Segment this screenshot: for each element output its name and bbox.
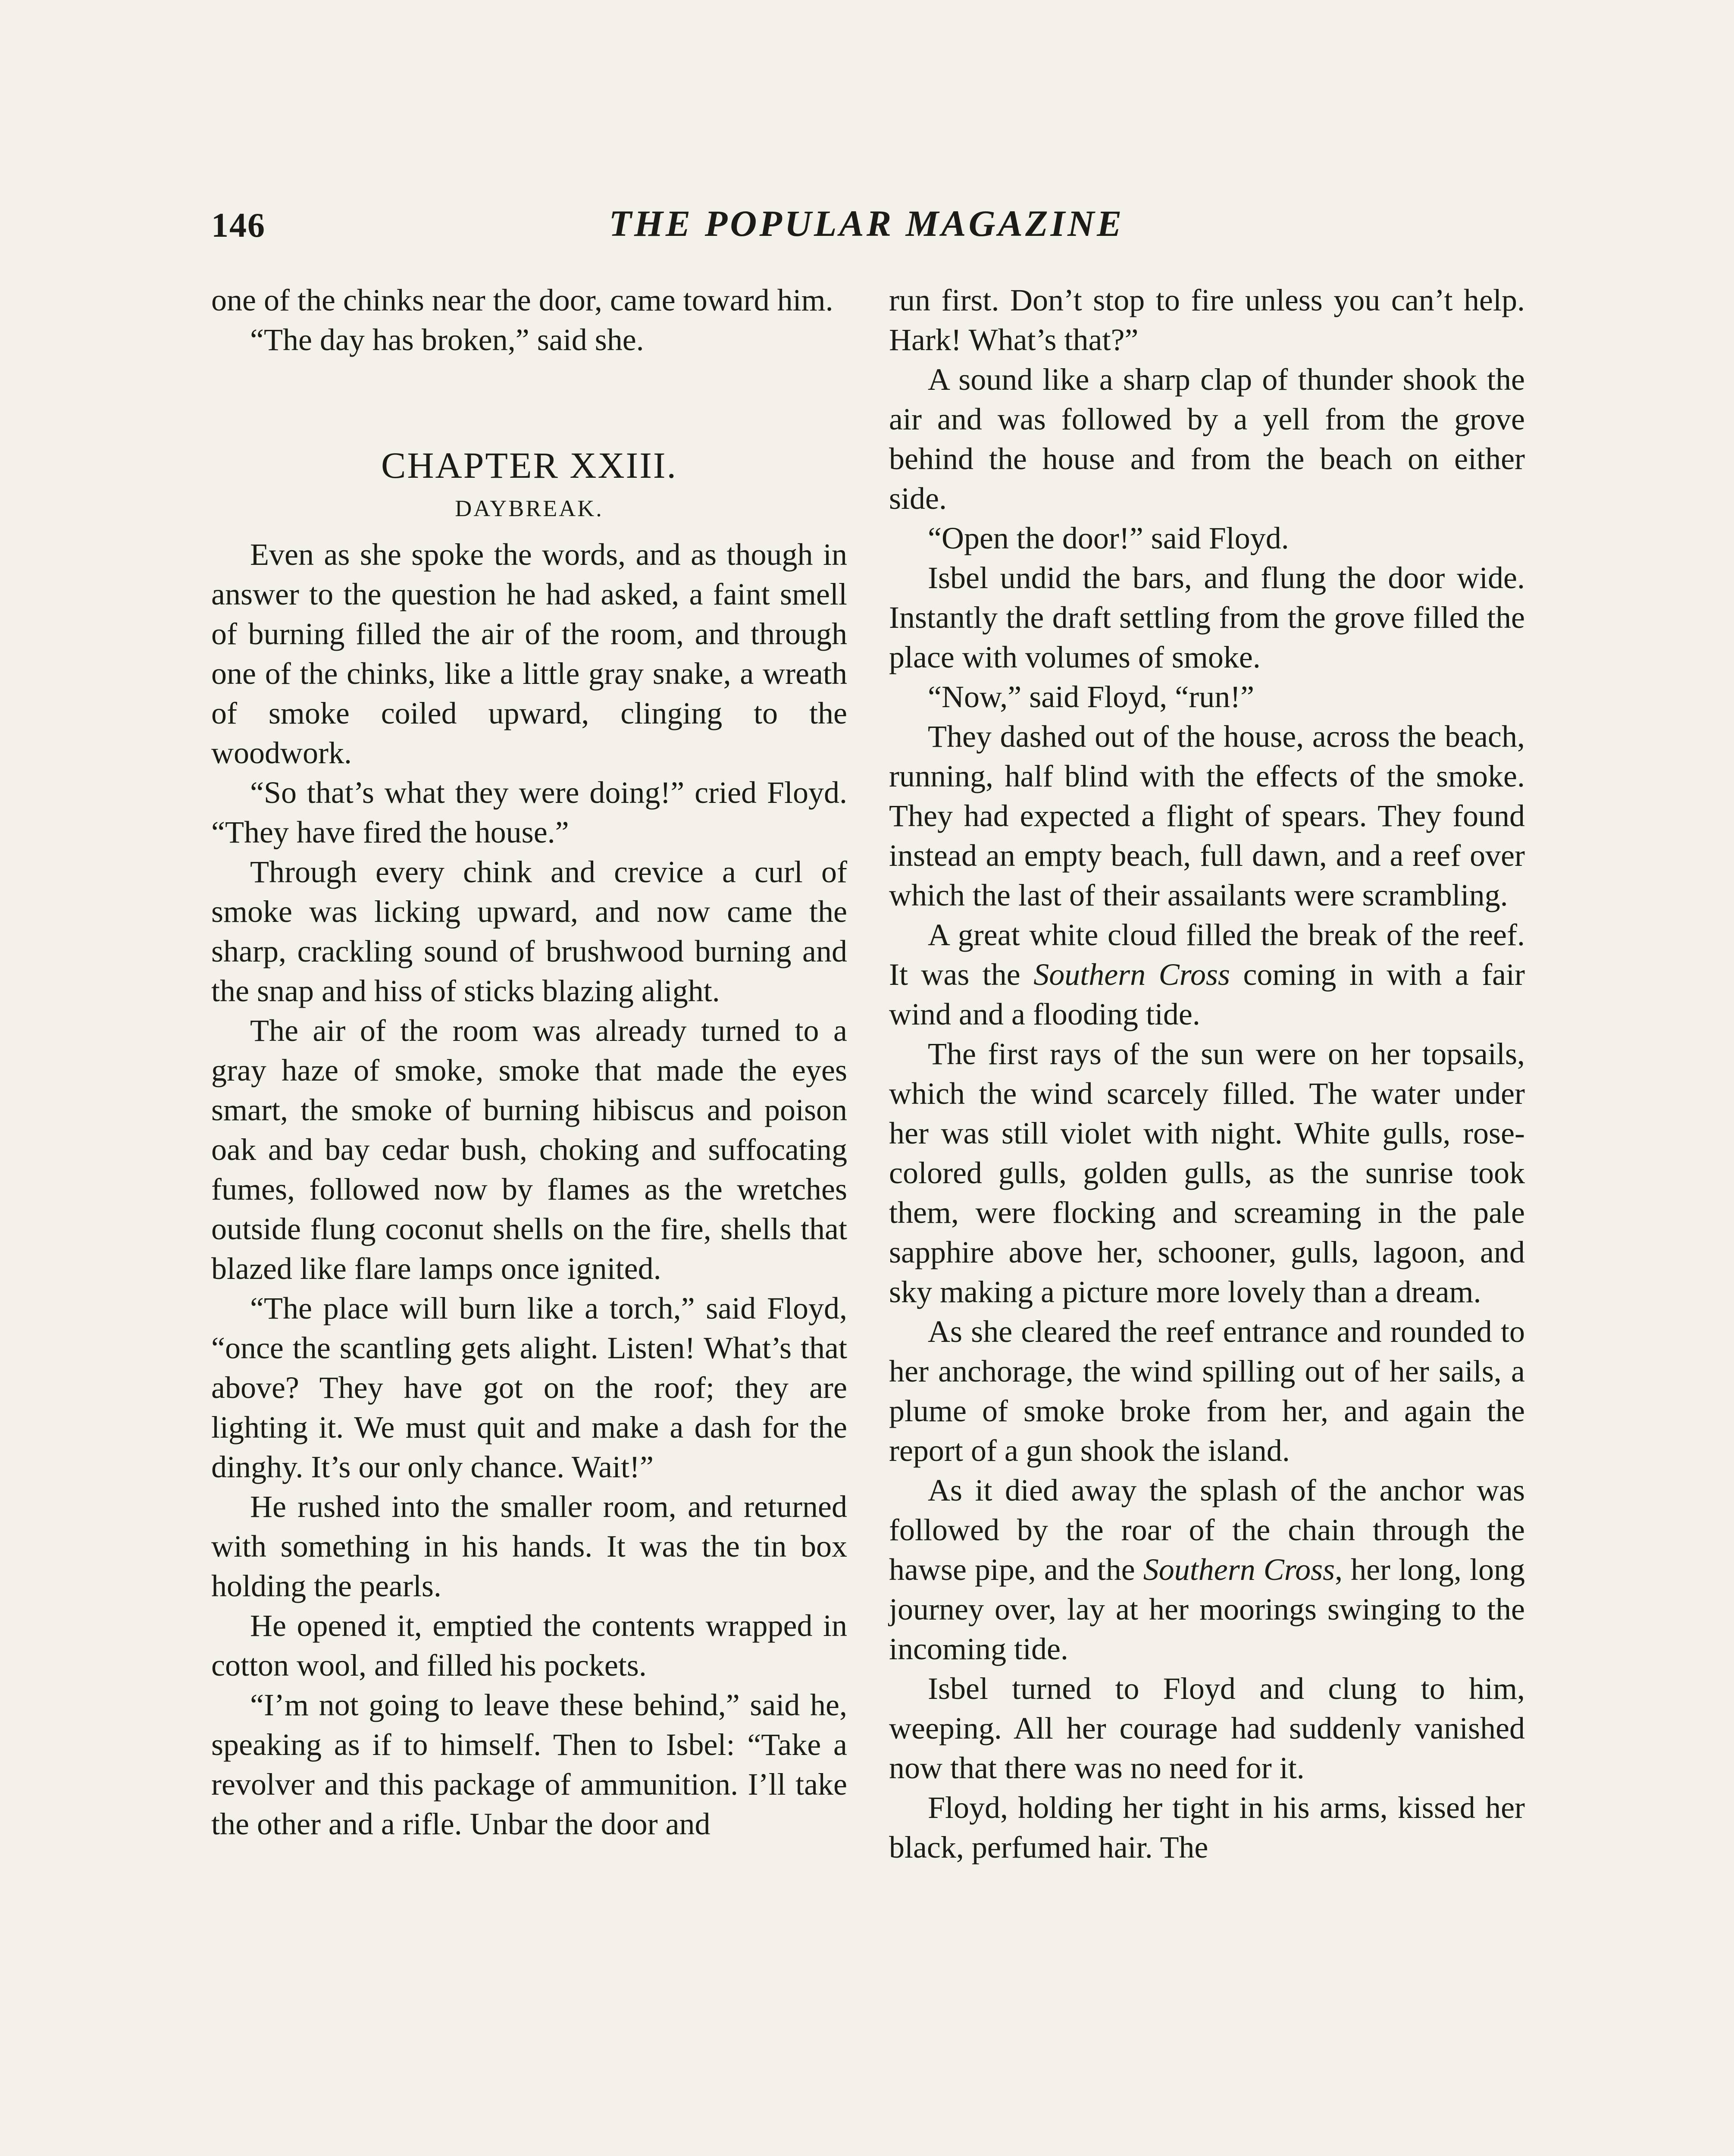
text-run: , her long, long journey over, lay at her moorings swinging to the incoming tide. — [889, 1552, 1525, 1666]
paragraph: “Now,” said Floyd, “run!” — [928, 680, 1255, 714]
text-run: coming in with a fair wind and a flooding tide. — [889, 957, 1525, 1031]
chapter-heading: CHAPTER XXIII. — [381, 445, 677, 486]
paragraph: The air of the room was already turned to a gray haze of smoke, smoke that made the eyes smart, the smoke of burning hibiscus and poison oak and bay cedar bush, choking and suffocating fumes, followed now by flames as the wretches outside flung coconut shells on the fire, shells that blazed like flare lamps once ignited. — [211, 1013, 847, 1286]
paragraph: Through every chink and crevice a curl of smoke was licking upward, and now came the sharp, crackling sound of brushwood burning and the snap and hiss of sticks blazing alight. — [211, 855, 847, 1008]
page-header — [211, 202, 1522, 258]
page-number: 146 — [211, 207, 266, 244]
ship-name: Southern Cross — [1143, 1552, 1335, 1587]
paragraph: Isbel turned to Floyd and clung to him, weeping. All her courage had suddenly vanished now that there was no need for it. — [889, 1671, 1525, 1785]
paragraph: The first rays of the sun were on her topsails, which the wind scarcely filled. The water under her was still violet with night. White gulls, rose-colored gulls, golden gulls, as the sunrise took them, were flocking and screaming in the pale sapphire above her, schooner, gulls, lagoon, and sky making a picture more lovely than a dream. — [889, 1037, 1525, 1309]
paragraph: Floyd, holding her tight in his arms, kissed her black, perfumed hair. The — [889, 1790, 1525, 1865]
paragraph: As she cleared the reef entrance and rounded to her anchorage, the wind spilling out of her sails, a plume of smoke broke from her, and again the report of a gun shook the island. — [889, 1314, 1525, 1468]
left-column — [211, 280, 847, 1844]
paragraph: “The place will burn like a torch,” said Floyd, “once the scantling gets alight. Listen! What’s that above? They have got on the roof; they are lighting it. We must quit and make a dash for the dinghy. It’s our only chance. Wait!” — [211, 1291, 847, 1484]
paragraph — [889, 1470, 1525, 1669]
ship-name: Southern Cross — [1033, 957, 1230, 992]
text-run: A great white cloud filled the break of the reef. It was the — [889, 918, 1525, 992]
running-title: THE POPULAR MAGAZINE — [609, 203, 1124, 244]
paragraph: “I’m not going to leave these behind,” said he, speaking as if to himself. Then to Isbel: “Take a revolver and this package of ammunition. I’ll take the other and a rifle. Unbar the door and — [211, 1688, 847, 1841]
paragraph: Isbel undid the bars, and flung the door wide. Instantly the draft settling from the grove filled the place with volumes of smoke. — [889, 561, 1525, 674]
right-column — [889, 280, 1525, 1867]
paragraph: one of the chinks near the door, came toward him. — [211, 283, 833, 317]
paragraph: “The day has broken,” said she. — [250, 323, 644, 357]
paragraph: A sound like a sharp clap of thunder shook the air and was followed by a yell from the grove behind the house and from the beach on either side. — [889, 362, 1525, 516]
paragraph: “Open the door!” said Floyd. — [928, 521, 1289, 555]
paragraph: “So that’s what they were doing!” cried Floyd. “They have fired the house.” — [211, 775, 847, 849]
paragraph: He rushed into the smaller room, and returned with something in his hands. It was the tin box holding the pearls. — [211, 1489, 847, 1603]
paragraph: He opened it, emptied the contents wrapped in cotton wool, and filled his pockets. — [211, 1608, 847, 1683]
paragraph: They dashed out of the house, across the beach, running, half blind with the effects of the smoke. They had expected a flight of spears. They found instead an empty beach, full dawn, and a reef over which the last of their assailants were scrambling. — [889, 719, 1525, 912]
text-run: As it died away the splash of the anchor was followed by the roar of the chain through the hawse pipe, and the — [889, 1473, 1525, 1587]
paragraph — [889, 915, 1525, 1034]
paragraph: run first. Don’t stop to fire unless you can’t help. Hark! What’s that?” — [889, 283, 1525, 357]
chapter-subtitle: DAYBREAK. — [455, 495, 604, 521]
paragraph: Even as she spoke the words, and as though in answer to the question he had asked, a faint smell of burning filled the air of the room, and through one of the chinks, like a little gray snake, a wreath of smoke coiled upward, clinging to the woodwork. — [211, 537, 847, 770]
